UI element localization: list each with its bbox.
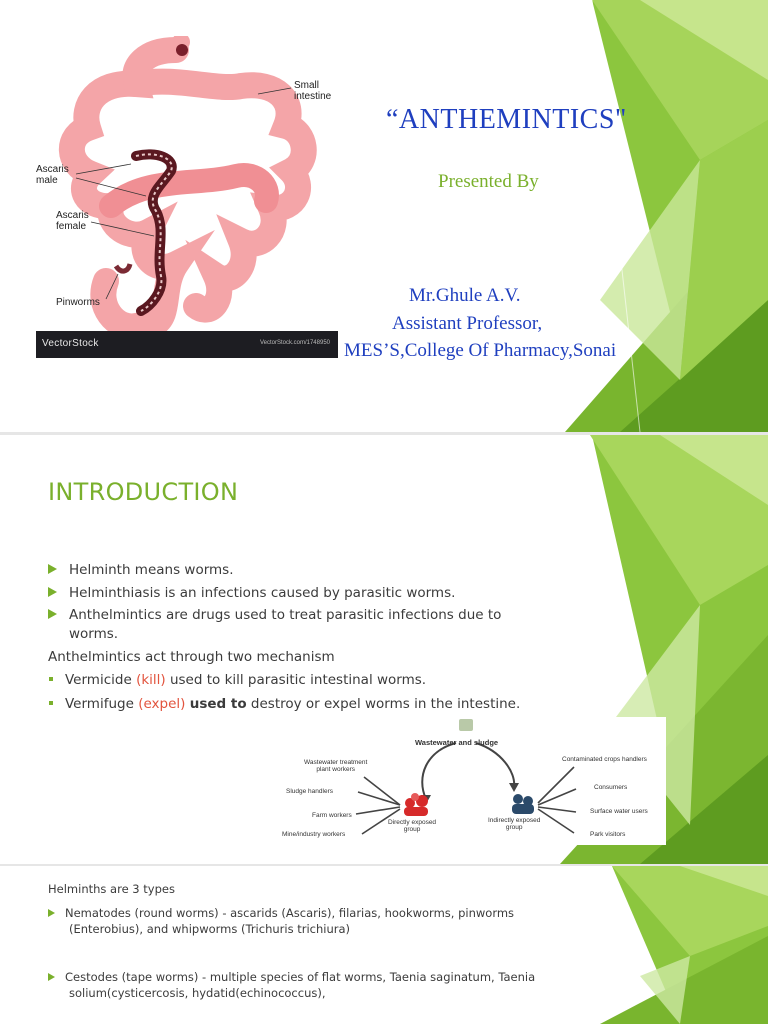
helminth-types-intro: Helminths are 3 types [48,882,175,896]
diagram-label-crops: Contaminated crops handlers [562,756,647,763]
vectorstock-watermark-bar [36,331,338,358]
exposure-diagram [276,717,666,845]
bullet-anthelmintics-continued: worms. [69,626,119,642]
triangle-bullet-icon [48,973,55,981]
mechanism-intro: Anthelmintics act through two mechanism [48,649,335,665]
label-ascaris-female: Ascaris female [56,210,89,232]
label-small-intestine: Small intestine [294,80,332,102]
label-pinworms: Pinworms [56,297,100,308]
diagram-top-label: Wastewater and sludge [415,738,499,747]
bullet-helminthiasis: Helminthiasis is an infections caused by parasitic worms. [48,584,455,603]
bullet-helminth: Helminth means worms. [48,561,234,580]
label-ascaris-male: Ascaris male [36,164,69,186]
vectorstock-logo: VectorStock [42,338,99,349]
diagram-label-mine: Mine/industry workers [282,831,346,838]
intestine-illustration [36,36,338,358]
triangle-bullet-icon [48,909,55,917]
author-name: Mr.Ghule A.V. [409,285,521,306]
diagram-label-park: Park visitors [590,831,626,838]
presentation-title: “ANTHEMINTICS" [386,104,627,135]
diagram-label-surface-water: Surface water users [590,808,648,815]
helminth-type-nematodes-continued: (Enterobius), and whipworms (Trichuris trichiura) [69,922,351,936]
bullet-anthelmintics: Anthelmintics are drugs used to treat parasitic infections due to [48,606,501,625]
author-organization: MES’S,College Of Pharmacy,Sonai [344,340,617,361]
introduction-heading: INTRODUCTION [48,478,239,506]
diagram-label-sludge: Sludge handlers [286,788,333,795]
helminth-type-cestodes-continued: solium(cysticercosis, hydatid(echinococcus), [69,986,326,1000]
vectorstock-url: VectorStock.com/1748950 [259,340,330,346]
diagram-label-consumers: Consumers [594,784,628,791]
mechanism-vermifuge: Vermifuge (expel) used to destroy or expel worms in the intestine. [48,695,520,714]
diagram-label-farm: Farm workers [312,812,352,819]
author-role: Assistant Professor, [392,313,543,334]
slide-title [0,0,768,432]
diagram-indirect-group: Indirectly exposed group [488,817,541,831]
square-bullet-icon [49,677,53,681]
presented-by-label: Presented By [438,171,539,192]
helminth-type-nematodes: Nematodes (round worms) - ascarids (Ascaris), filarias, hookworms, pinworms [48,905,514,921]
mechanism-vermicide: Vermicide (kill) used to kill parasitic intestinal worms. [48,671,426,690]
diagram-direct-group: Directly exposed group [388,819,437,833]
diagram-label-treatment: Wastewater treatment plant workers [304,759,368,773]
triangle-bullet-icon [48,564,57,574]
helminth-type-cestodes: Cestodes (tape worms) - multiple species of flat worms, Taenia saginatum, Taenia [48,969,535,985]
triangle-bullet-icon [48,587,57,597]
square-bullet-icon [49,701,53,705]
triangle-bullet-icon [48,609,57,619]
